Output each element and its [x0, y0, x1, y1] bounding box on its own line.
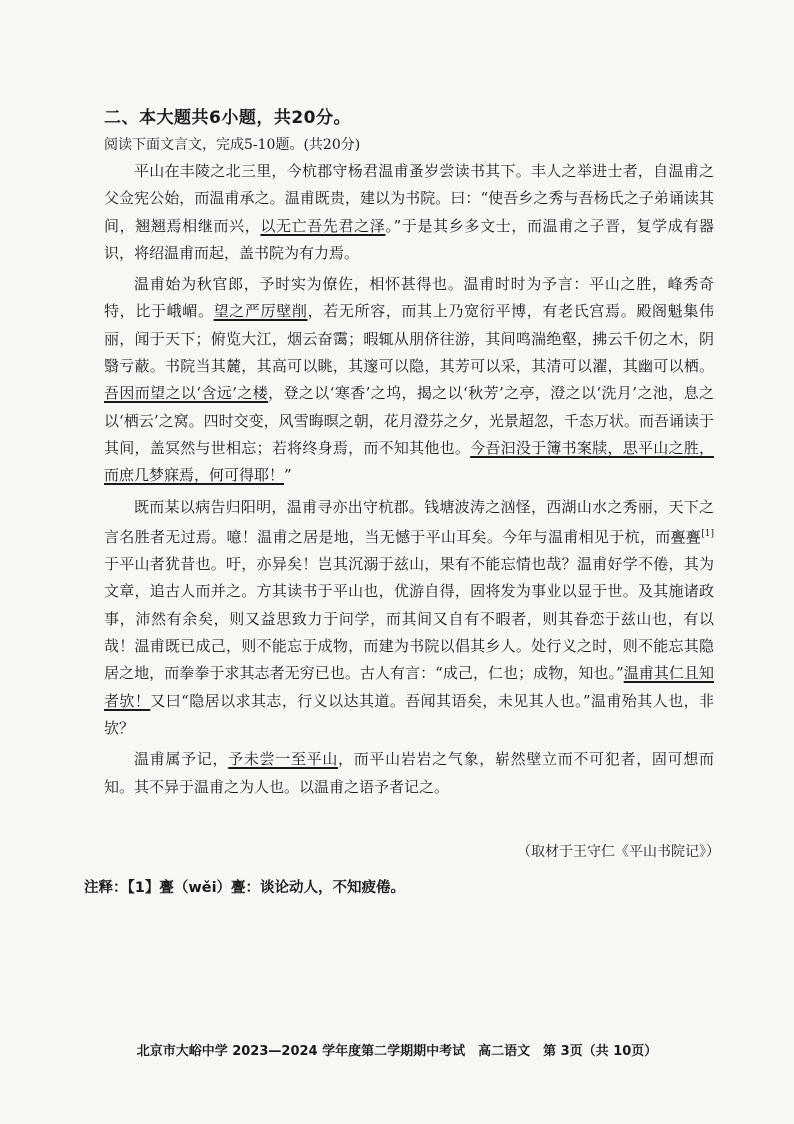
section-title: 二、本大题共6小题，共20分。 — [104, 108, 351, 128]
passage-text: 既而某以病告归阳明，温甫寻亦出守杭郡。钱塘波涛之汹怪，西湖山水之秀丽，天下之言名胜者无过焉。噫！温甫之居是地，当无憾于平山耳矣。今年与温甫相见于杭，而亹亹 — [104, 497, 714, 546]
underlined-sentence: 望之严厉壁削 — [213, 302, 308, 321]
passage-text: 。”于是其乡多文士，而温甫之子晋，复学成有器识，将绍温甫而起，盖书院为有力焉。 — [104, 216, 714, 262]
footnote-marker: [1] — [701, 528, 714, 539]
passage-text: 平山在丰陵之北三里，今杭郡守杨君温甫蚤岁尝读书其下。丰人之举进士者，自温甫之父佥宪公始，而温甫承之。温甫既贵，建以为书院。曰：“使吾乡之秀与吾杨氏之子弟诵读其间，翘翘焉相继而兴， — [104, 162, 714, 235]
passage-text: 温甫始为秋官郎，予时实为僚佐，相怀甚得也。温甫时时为予言：平山之胜，峰秀奇特，比于峨嵋。 — [104, 275, 714, 321]
underlined-sentence: 以无亡吾先君之泽 — [260, 216, 386, 235]
passage-text: 又曰“隐居以求其志，行义以达其道。吾闻其语矣，未见其人也。”温甫殆其人也，非欤？ — [104, 691, 714, 737]
passage-paragraph — [104, 271, 714, 489]
passage-source: （取材于王守仁《平山书院记》） — [517, 844, 720, 860]
passage-paragraph — [104, 746, 714, 801]
page-footer: 北京市大峪中学 2023—2024 学年度第二学期期中考试 高二语文 第 3页（共 10页） — [136, 1044, 658, 1059]
underlined-sentence: 予未尝一至平山 — [228, 750, 339, 769]
passage-paragraph — [104, 494, 714, 743]
footnote: 注释：【1】亹（wěi）亹：谈论动人，不知疲倦。 — [84, 880, 406, 896]
passage-text: ” — [284, 466, 292, 485]
classical-chinese-passage — [104, 158, 714, 801]
underlined-sentence: 今吾汩没于簿书案牍，思平山之胜，而庶几梦寐焉，何可得耶！ — [104, 438, 714, 485]
reading-instruction: 阅读下面文言文，完成5-10题。(共20分) — [104, 137, 361, 153]
passage-text: ，若无所容，而其上乃宽衍平博，有老氏宫焉。殿阁魁集伟丽，闻于天下；俯览大江，烟云奋霭；暇辄从朋侪往游，其间鸣湍绝壑，拂云千仞之木，阴翳亏蔽。书院当其麓，其高可以眺，其邃可以隐，其芳可以采，其清可以濯，其幽可以栖。 — [104, 302, 714, 376]
passage-text: ，而平山岩岩之气象，崭然壁立而不可犯者，固可想而知。其不异于温甫之为人也。以温甫之语予者记之。 — [104, 750, 714, 796]
passage-text: ，登之以‘寒香’之坞，揭之以‘秋芳’之亭，澄之以‘洗月’之池，息之以‘栖云’之窝。四时交变，风雪晦暝之朝，花月澄芬之夕，光景超忽，千态万状。而吾诵读于其间，盖冥然与世相忘；若将终身焉，而不知其他也。 — [104, 384, 714, 457]
passage-paragraph — [104, 158, 714, 267]
underlined-sentence: 吾因而望之以‘含远’之楼 — [104, 384, 269, 403]
passage-text: 温甫属予记， — [134, 750, 229, 769]
passage-text: 于平山者犹昔也。吁，亦异矣！岂其沉溺于兹山，果有不能忘情也哉？温甫好学不倦，其为文章，追古人而并之。方其读书于平山也，优游自得，固将发为事业以显于世。及其施诸政事，沛然有余矣，则又益思致力于问学，而其间又自有不暇者，则其眷恋于兹山也，有以哉！温甫既已成己，则不能忘于成物，而建为书院以倡其乡人。处行义之时，则不能忘其隐居之地，而拳拳于求其志者无穷已也。古人有言：“成己，仁也；成物，知也。” — [104, 555, 714, 683]
underlined-sentence: 温甫其仁且知者欤！ — [104, 664, 714, 710]
